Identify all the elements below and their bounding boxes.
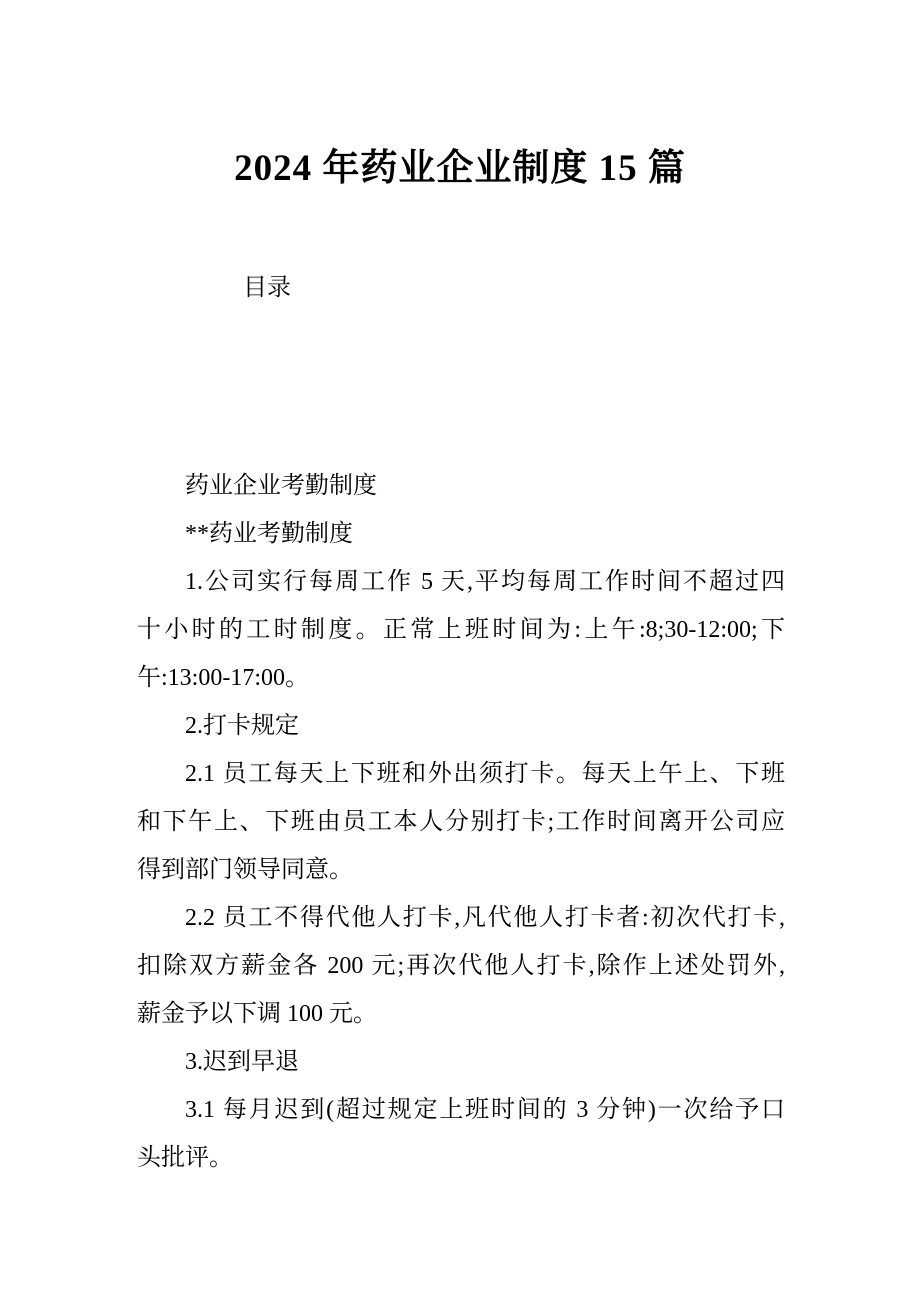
- toc-heading: 目录: [243, 275, 291, 301]
- text-line: 十小时的工时制度。正常上班时间为:上午:8;30-12:00;下: [137, 617, 785, 643]
- text-line: 3.迟到早退: [185, 1049, 299, 1075]
- text-line: **药业考勤制度: [185, 521, 353, 547]
- text-line: 扣除双方薪金各 200 元;再次代他人打卡,除作上述处罚外,: [137, 953, 785, 979]
- text-line: 药业企业考勤制度: [185, 473, 377, 499]
- text-line: 薪金予以下调 100 元。: [137, 1001, 377, 1027]
- text-line: 2.1 员工每天上下班和外出须打卡。每天上午上、下班: [185, 761, 785, 787]
- text-line: 得到部门领导同意。: [137, 857, 353, 883]
- text-line: 3.1 每月迟到(超过规定上班时间的 3 分钟)一次给予口: [185, 1097, 785, 1123]
- document-title: 2024 年药业企业制度 15 篇: [234, 148, 686, 189]
- document-body: [137, 462, 785, 1182]
- text-line: 头批评。: [137, 1145, 233, 1171]
- text-line: 2.打卡规定: [185, 713, 299, 739]
- text-line: 午:13:00-17:00。: [137, 665, 309, 691]
- text-line: 2.2 员工不得代他人打卡,凡代他人打卡者:初次代打卡,: [185, 905, 785, 931]
- text-line: 和下午上、下班由员工本人分别打卡;工作时间离开公司应: [137, 809, 785, 835]
- text-line: 1.公司实行每周工作 5 天,平均每周工作时间不超过四: [185, 569, 785, 595]
